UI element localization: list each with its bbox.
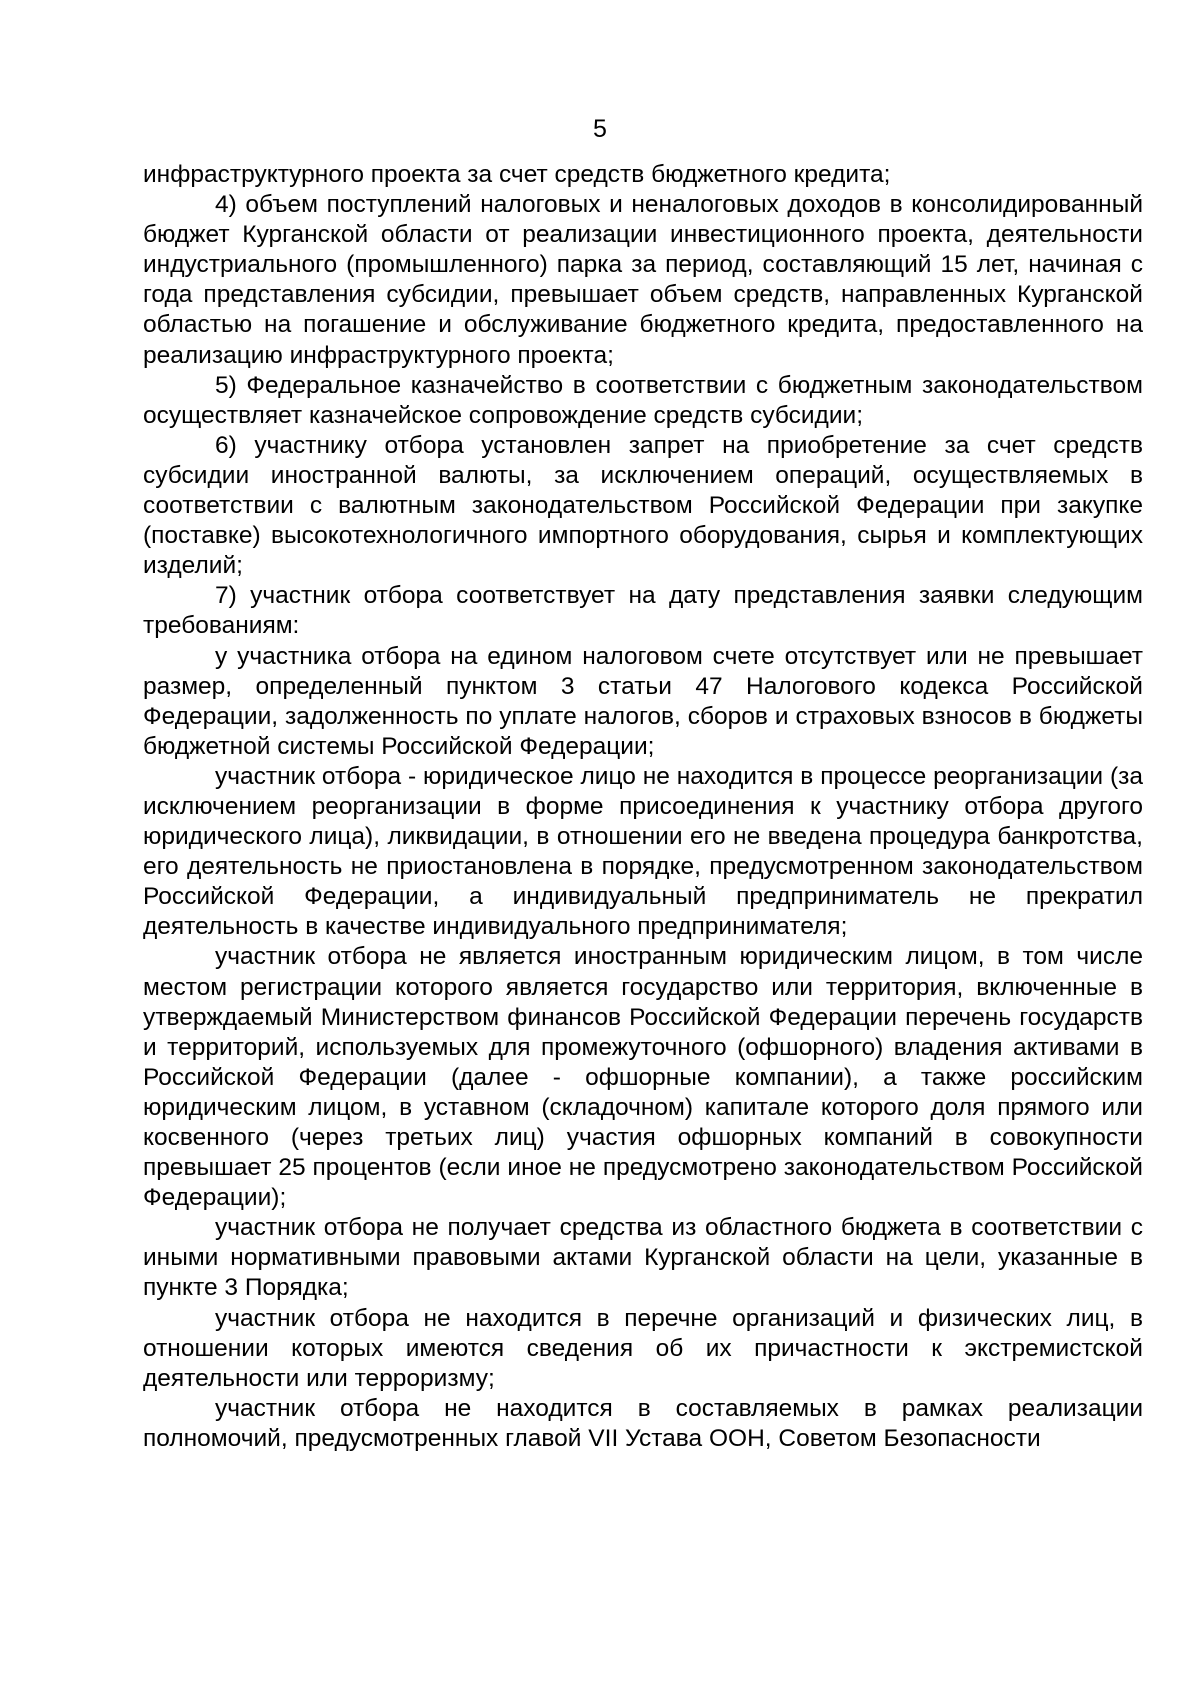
paragraph-requirement-no-other-funds: участник отбора не получает средства из областного бюджета в соответствии с иными нормативными правовыми актами Курганской области на цели, указанные в пункте 3 Порядка; bbox=[143, 1214, 1143, 1302]
paragraph-requirement-extremism-list: участник отбора не находится в перечне организаций и физических лиц, в отношении которых имеются сведения об их причастности к экстремистской деятельности или терроризму; bbox=[143, 1304, 1143, 1392]
document-body bbox=[143, 160, 1143, 1454]
paragraph-item-6: 6) участнику отбора установлен запрет на приобретение за счет средств субсидии иностранной валюты, за исключением операций, осуществляемых в соответствии с валютным законодательством Российской Федерации при закупке (поставке) высокотехнологичного импортного оборудования, сырья и комплектующих изделий; bbox=[143, 431, 1143, 580]
paragraph-requirement-tax-debt: у участника отбора на едином налоговом счете отсутствует или не превышает размер, определенный пунктом 3 статьи 47 Налогового кодекса Российской Федерации, задолженность по уплате налогов, сборов и страховых взносов в бюджеты бюджетной системы Российской Федерации; bbox=[143, 642, 1143, 760]
paragraph-requirement-un-lists: участник отбора не находится в составляемых в рамках реализации полномочий, предусмотренных главой VII Устава ООН, Советом Безопасности bbox=[143, 1394, 1143, 1452]
paragraph-requirement-reorganization: участник отбора - юридическое лицо не находится в процессе реорганизации (за исключением реорганизации в форме присоединения к участнику отбора другого юридического лица), ликвидации, в отношении его не введена процедура банкротства, его деятельность не приостановлена в порядке, предусмотренном законодательством Российской Федерации, а индивидуальный предприниматель не прекратил деятельность в качестве индивидуального предпринимателя; bbox=[143, 762, 1143, 941]
paragraph-item-5: 5) Федеральное казначейство в соответствии с бюджетным законодательством осуществляет казначейское сопровождение средств субсидии; bbox=[143, 371, 1143, 429]
page-number: 5 bbox=[593, 115, 607, 143]
paragraph-item-4: 4) объем поступлений налоговых и неналоговых доходов в консолидированный бюджет Курганской области от реализации инвестиционного проекта, деятельности индустриального (промышленного) парка за период, составляющий 15 лет, начиная с года представления субсидии, превышает объем средств, направленных Курганской областью на погашение и обслуживание бюджетного кредита, предоставленного на реализацию инфраструктурного проекта; bbox=[143, 191, 1143, 369]
paragraph-item-7: 7) участник отбора соответствует на дату представления заявки следующим требованиям: bbox=[143, 582, 1143, 640]
paragraph-requirement-offshore: участник отбора не является иностранным юридическим лицом, в том числе местом регистрации которого является государство или территория, включенные в утверждаемый Министерством финансов Российской Федерации перечень государств и территорий, используемых для промежуточного (офшорного) владения активами в Российской Федерации (далее - офшорные компании), а также российским юридическим лицом, в уставном (складочном) капитале которого доля прямого или косвенного (через третьих лиц) участия офшорных компаний в совокупности превышает 25 процентов (если иное не предусмотрено законодательством Российской Федерации); bbox=[143, 943, 1143, 1212]
paragraph-continuation: инфраструктурного проекта за счет средств бюджетного кредита; bbox=[143, 161, 891, 188]
